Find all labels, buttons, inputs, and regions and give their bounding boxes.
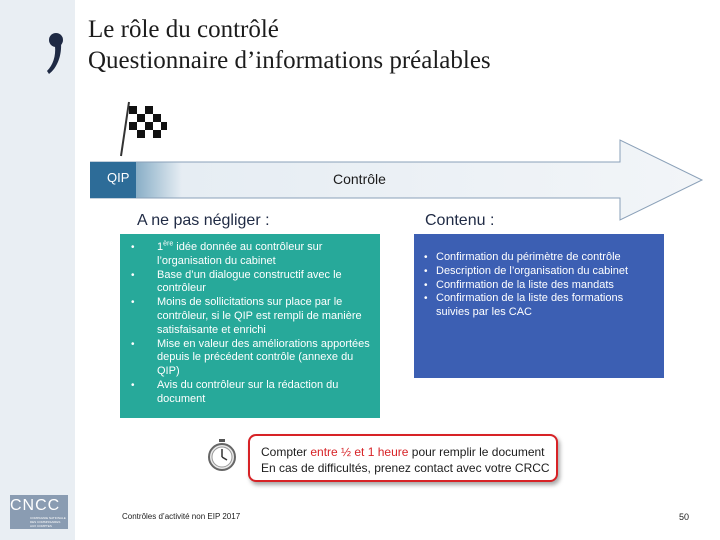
bullet: • [131,297,135,309]
callout-line2: En cas de difficultés, prenez contact avec votre CRCC [261,461,550,475]
footer-text: Contrôles d’activité non EIP 2017 [122,512,241,521]
bullet: • [424,279,428,291]
bullet: • [131,379,135,391]
page-number: 50 [679,512,690,522]
logo-subtitle: COMPAGNIE NATIONALE DES COMMISSAIRES AUX COMPTES [30,516,66,528]
list-item: • Base d’un dialogue constructif avec le contrôleur [131,268,342,295]
list-item: • Confirmation du périmètre de contrôle [424,251,621,263]
list-item: • Confirmation de la liste des formations suivies par les CAC [424,292,624,319]
right-section-heading: Contenu : [425,212,495,229]
bullet: • [424,293,428,305]
considerations-box [120,234,380,418]
callout-line1: Compter entre ½ et 1 heure pour remplir le document [261,445,545,459]
list-item: • Confirmation de la liste des mandats [424,278,614,291]
list-item: • Mise en valeur des améliorations apportées depuis le précédent contrôle (annexe du QIP) [131,337,370,378]
left-sidebar-band [0,0,75,540]
content-box [414,234,664,378]
timeline-arrow-label: Contrôle [333,171,386,187]
slide-title [88,14,491,76]
list-item: • Avis du contrôleur sur la rédaction du document [131,378,339,405]
bullet: • [131,338,135,350]
timeline-start-label: QIP [107,170,130,185]
list-item: • Description de l’organisation du cabinet [424,264,629,277]
bullet: • [131,242,135,253]
left-section-heading: A ne pas négliger : [137,212,270,229]
bullet: • [131,269,135,281]
logo-name: CNCC [10,497,61,514]
bullet: • [424,265,428,277]
list-item: • 1ère idée donnée au contrôleur sur l’organisation du cabinet [131,240,323,267]
quote-mark-icon [44,18,68,78]
slide-title-line1: Le rôle du contrôlé [88,16,279,43]
slide-title-line2: Questionnaire d’informations préalables [88,47,491,74]
time-estimate-callout [248,434,558,482]
list-item: • Moins de sollicitations sur place par le contrôleur, si le QIP est rempli de manière satisfaisante et enrichi [131,296,362,336]
bullet: • [424,252,428,263]
stopwatch-icon [206,438,238,472]
